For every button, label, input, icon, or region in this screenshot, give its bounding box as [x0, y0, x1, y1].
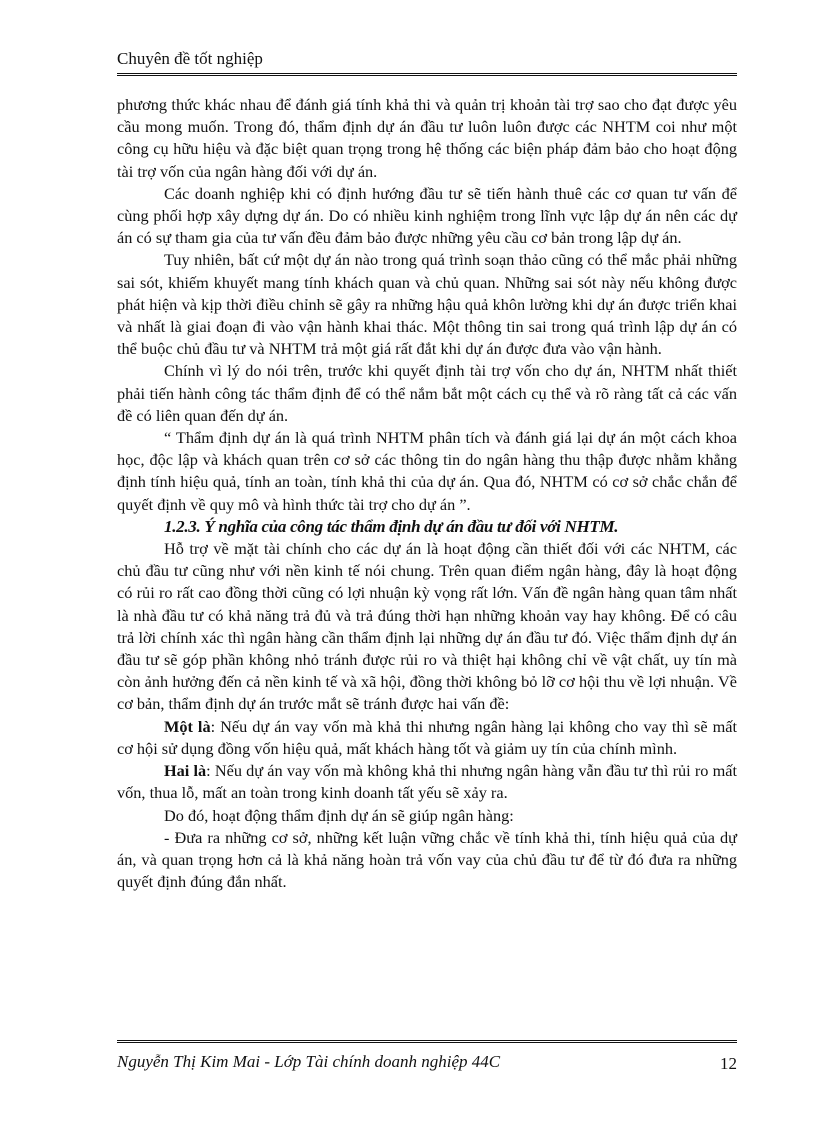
point-one-text: : Nếu dự án vay vốn mà khả thi nhưng ngân hàng lại không cho vay thì sẽ mất cơ hội sử dụng đồng vốn hiệu quả, mất khách hàng tốt và giảm uy tín của chính mình.: [117, 716, 737, 758]
page-footer: [117, 1040, 737, 1073]
paragraph: Chính vì lý do nói trên, trước khi quyết định tài trợ vốn cho dự án, NHTM nhất thiết phải tiến hành công tác thẩm định để có thể nắm bắt một cách cụ thể và rõ ràng tất cả các vấn đề có liên quan đến dự án.: [117, 361, 737, 425]
section-heading: 1.2.3. Ý nghĩa của công tác thẩm định dự án đầu tư đối với NHTM.: [164, 516, 619, 536]
footer-author: Nguyễn Thị Kim Mai - Lớp Tài chính doanh nghiệp 44C: [117, 1052, 501, 1071]
paragraph: Do đó, hoạt động thẩm định dự án sẽ giúp ngân hàng:: [164, 805, 514, 825]
page-header: [117, 48, 737, 76]
bullet-item: - Đưa ra những cơ sở, những kết luận vững chắc về tính khả thi, tính hiệu quả của dự án, và quan trọng hơn cả là khả năng hoàn trả vốn vay của chủ đầu tư để từ đó đưa ra những quyết định đúng đắn nhất.: [117, 827, 737, 892]
paragraph-quote: “ Thẩm định dự án là quá trình NHTM phân tích và đánh giá lại dự án một cách khoa học, độc lập và khách quan trên cơ sở các thông tin do ngân hàng thu thập được nhằm khẳng định tính hiệu quả, tính an toàn, tính khả thi của dự án. Qua đó, NHTM có cơ sở chắc chắn để quyết định về quy mô và hình thức tài trợ cho dự án ”.: [117, 428, 737, 514]
paragraph: phương thức khác nhau để đánh giá tính khả thi và quản trị khoản tài trợ sao cho đạt được yêu cầu mong muốn. Trong đó, thẩm định dự án đầu tư luôn luôn được các NHTM coi như một công cụ hữu hiệu và đặc biệt quan trọng trong hệ thống các biện pháp đảm bảo cho hoạt động tài trợ vốn của ngân hàng đối với dự án.: [117, 95, 737, 181]
point-one-lead: Một là: [164, 716, 211, 736]
paragraph-point-one: [117, 716, 737, 760]
paragraph: Tuy nhiên, bất cứ một dự án nào trong quá trình soạn thảo cũng có thể mắc phải những sai sót, khiếm khuyết mang tính khách quan và chủ quan. Những sai sót này nếu không được phát hiện và kịp thời điều chỉnh sẽ gây ra những hậu quả khôn lường khi dự án được triển khai và nhất là giai đoạn đi vào vận hành khai thác. Một thông tin sai trong quá trình lập dự án có thể buộc chủ đầu tư và NHTM trả một giá rất đắt khi dự án được đưa vào vận hành.: [117, 250, 737, 359]
page-number: 12: [720, 1054, 737, 1073]
point-two-lead: Hai là: [164, 761, 207, 781]
point-two-text: : Nếu dự án vay vốn mà không khả thi nhưng ngân hàng vẫn đầu tư thì rủi ro mất vốn, thua lỗ, mất an toàn trong kinh doanh tất yếu sẽ xảy ra.: [117, 761, 737, 803]
paragraph-point-two: [117, 760, 737, 804]
paragraph: Các doanh nghiệp khi có định hướng đầu tư sẽ tiến hành thuê các cơ quan tư vấn để cùng phối hợp xây dựng dự án. Do có nhiều kinh nghiệm trong lĩnh vực lập dự án nên các dự án có sự tham gia của tư vấn đều đảm bảo được những yêu cầu cơ bản trong lập dự án.: [117, 183, 737, 248]
paragraph: Hỗ trợ về mặt tài chính cho các dự án là hoạt động cần thiết đối với các NHTM, các chủ đầu tư cũng như với nền kinh tế nói chung. Trên quan điểm ngân hàng, đây là hoạt động có rủi ro rất cao đồng thời cũng có lợi nhuận kỳ vọng rất lớn. Vấn đề ngân hàng quan tâm nhất là nhà đầu tư có khả năng trả đủ và trả đúng thời hạn những khoản vay hay không. Để có câu trả lời chính xác thì ngân hàng cần thẩm định lại những dự án đầu tư đó. Việc thẩm định dự án đầu tư sẽ góp phần không nhỏ tránh được rủi ro và thiệt hại không chỉ về vật chất, uy tín mà còn ảnh hưởng đến cả nền kinh tế và xã hội, đồng thời không bỏ lỡ cơ hội thu về lợi nhuận. Về cơ bản, thẩm định dự án trước mắt sẽ tránh được hai vấn đề:: [117, 539, 737, 714]
document-body: [117, 94, 737, 893]
header-title: Chuyên đề tốt nghiệp: [117, 49, 263, 68]
